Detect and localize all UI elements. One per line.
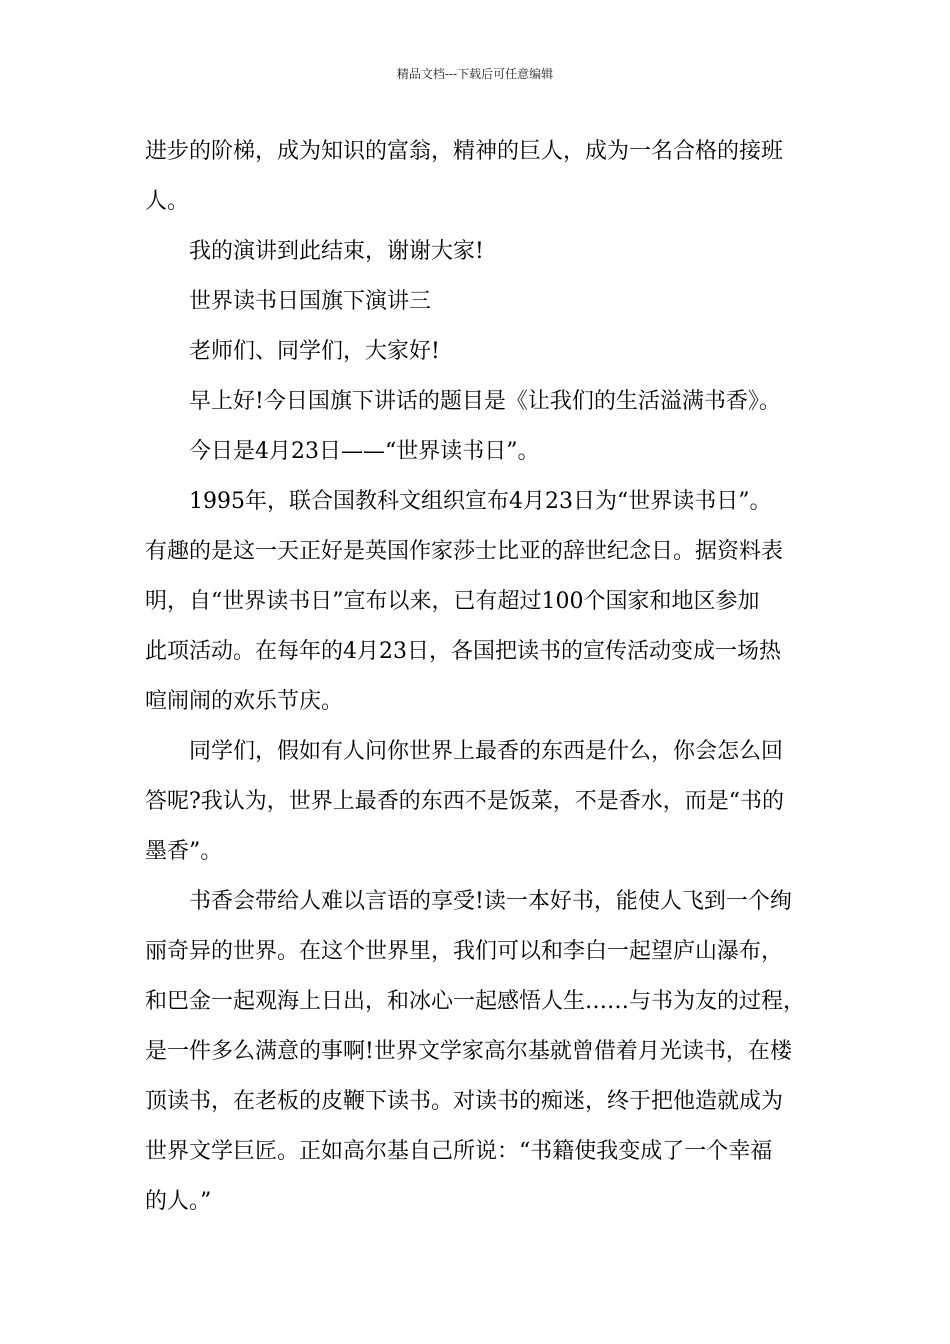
text-line: 明，自“世界读书日”宣布以来，已有超过100个国家和地区参加 xyxy=(145,589,760,614)
text-line: 墨香”。 xyxy=(145,839,223,864)
text-line: 此项活动。在每年的4月23日，各国把读书的宣传活动变成一场热 xyxy=(145,639,781,664)
text-line: 和巴金一起观海上日出，和冰心一起感悟人生……与书为友的过程， xyxy=(145,989,806,1014)
text-line: 同学们，假如有人问你世界上最香的东西是什么，你会怎么回 xyxy=(189,739,784,764)
text-line: 早上好!今日国旗下讲话的题目是《让我们的生活溢满书香》。 xyxy=(189,389,781,414)
text-line: 是一件多么满意的事啊!世界文学家高尔基就曾借着月光读书，在楼 xyxy=(145,1039,792,1064)
page-header: 精品文档---下载后可任意编辑 xyxy=(396,67,554,81)
text-line: 进步的阶梯，成为知识的富翁，精神的巨人，成为一名合格的接班 xyxy=(145,139,784,164)
text-line: 世界文学巨匠。正如高尔基自己所说：“书籍使我变成了一个幸福 xyxy=(145,1139,773,1164)
text-line: 1995年，联合国教科文组织宣布4月23日为“世界读书日”。 xyxy=(189,489,772,514)
text-line: 答呢?我认为，世界上最香的东西不是饭菜，不是香水，而是“书的 xyxy=(145,789,785,814)
text-line: 顶读书，在老板的皮鞭下读书。对读书的痴迷，终于把他造就成为 xyxy=(145,1089,784,1114)
text-line: 书香会带给人难以言语的享受!读一本好书，能使人飞到一个绚 xyxy=(189,889,792,914)
text-line: 有趣的是这一天正好是英国作家莎士比亚的辞世纪念日。据资料表 xyxy=(145,539,784,564)
text-line: 今日是4月23日——“世界读书日”。 xyxy=(189,439,540,464)
text-line: 的人。” xyxy=(145,1189,212,1214)
text-line: 老师们、同学们，大家好! xyxy=(189,339,440,364)
section-heading: 世界读书日国旗下演讲三 xyxy=(189,289,432,314)
document-body xyxy=(145,127,815,1227)
text-line: 人。 xyxy=(145,189,190,214)
text-line: 我的演讲到此结束，谢谢大家! xyxy=(189,239,484,264)
text-line: 喧闹闹的欢乐节庆。 xyxy=(145,689,344,714)
text-line: 丽奇异的世界。在这个世界里，我们可以和李白一起望庐山瀑布， xyxy=(145,939,784,964)
